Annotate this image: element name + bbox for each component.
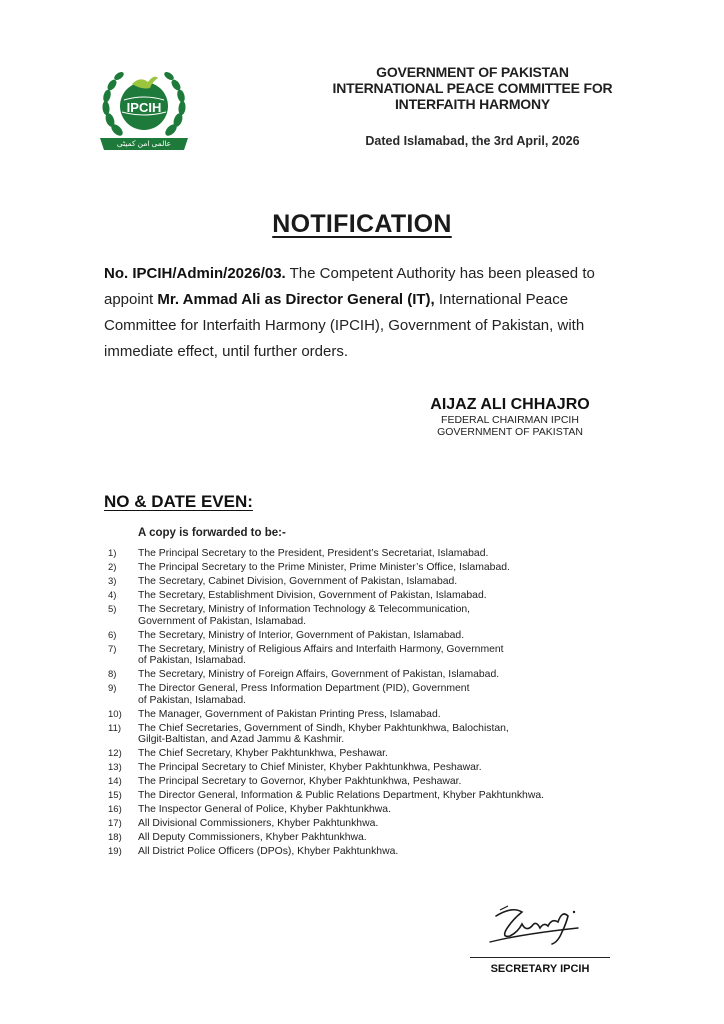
list-item xyxy=(108,644,608,667)
list-item-number: 9) xyxy=(108,683,117,695)
list-item xyxy=(108,669,608,681)
list-item-number: 19) xyxy=(108,846,122,858)
list-item-text: All District Police Officers (DPOs), Khyber Pakhtunkhwa. xyxy=(138,846,399,858)
secretary-label: SECRETARY IPCIH xyxy=(490,963,590,975)
list-item-number: 11) xyxy=(108,722,122,734)
list-item xyxy=(108,776,608,788)
list-item-number: 14) xyxy=(108,776,122,788)
list-item-text: The Director General, Press Information Department (PID), Government of Pakistan, Islamabad. xyxy=(138,683,470,706)
list-item xyxy=(108,790,608,802)
list-item-number: 8) xyxy=(108,669,117,681)
copy-forwarded-label: A copy is forwarded to be:- xyxy=(138,527,286,539)
list-item xyxy=(108,748,608,760)
list-item-number: 7) xyxy=(108,643,117,655)
list-item xyxy=(108,590,608,602)
list-item xyxy=(108,709,608,721)
list-item-text: The Principal Secretary to the President, President’s Secretariat, Islamabad. xyxy=(138,548,489,559)
letterhead-line-1: GOVERNMENT OF PAKISTAN xyxy=(376,64,569,80)
list-item xyxy=(108,723,608,746)
list-item-text: All Deputy Commissioners, Khyber Pakhtunkhwa. xyxy=(138,832,367,844)
list-item-number: 16) xyxy=(108,804,122,816)
list-item xyxy=(108,562,608,574)
list-item-text: The Secretary, Ministry of Religious Affairs and Interfaith Harmony, Government of Pakistan, Islamabad. xyxy=(138,643,504,667)
list-item xyxy=(108,762,608,774)
notification-body xyxy=(104,261,644,365)
list-item-number: 10) xyxy=(108,708,122,720)
signature-rule xyxy=(470,957,610,958)
body-part-2: International Peace Committee for Interfaith Harmony (IPCIH), Government of Pakistan, with immediate effect, until further orders. xyxy=(104,291,585,360)
list-item-text: The Manager, Government of Pakistan Printing Press, Islamabad. xyxy=(138,708,441,720)
list-item xyxy=(108,576,608,588)
list-item xyxy=(108,846,608,858)
notification-title: NOTIFICATION xyxy=(272,210,452,238)
list-item-number: 5) xyxy=(108,603,117,615)
list-item-number: 17) xyxy=(108,818,122,830)
list-item xyxy=(108,832,608,844)
list-item-number: 13) xyxy=(108,762,122,774)
handwritten-signature xyxy=(482,898,592,954)
list-item-number: 3) xyxy=(108,575,117,587)
recipient-list xyxy=(108,548,608,860)
list-item xyxy=(108,818,608,830)
list-item xyxy=(108,804,608,816)
list-item-text: All Divisional Commissioners, Khyber Pakhtunkhwa. xyxy=(138,818,379,830)
letterhead-line-2: INTERNATIONAL PEACE COMMITTEE FOR xyxy=(332,80,613,96)
list-item-text: The Secretary, Ministry of Foreign Affairs, Government of Pakistan, Islamabad. xyxy=(138,669,500,681)
list-item-text: The Secretary, Ministry of Interior, Government of Pakistan, Islamabad. xyxy=(138,629,465,641)
signature-icon xyxy=(482,898,592,954)
signatory-block xyxy=(396,396,624,438)
list-item-text: The Director General, Information & Public Relations Department, Khyber Pakhtunkhwa. xyxy=(138,790,545,802)
list-item-text: The Inspector General of Police, Khyber Pakhtunkhwa. xyxy=(138,804,391,816)
body-part-1: The Competent Authority has been pleased to appoint xyxy=(104,265,595,308)
list-item-text: The Principal Secretary to the Prime Minister, Prime Minister’s Office, Islamabad. xyxy=(138,561,510,573)
list-item-text: The Principal Secretary to Governor, Khyber Pakhtunkhwa, Peshawar. xyxy=(138,776,462,788)
list-item-number: 18) xyxy=(108,832,122,844)
signatory-designation: FEDERAL CHAIRMAN IPCIH xyxy=(441,414,579,426)
signatory-org: GOVERNMENT OF PAKISTAN xyxy=(437,426,583,438)
dated-line: Dated Islamabad, the 3rd April, 2026 xyxy=(365,134,580,148)
appointee: Mr. Ammad Ali as Director General (IT), xyxy=(157,291,435,308)
list-item xyxy=(108,604,608,627)
logo-ribbon-text: عالمی امن کمیٹی xyxy=(116,139,172,148)
list-item-number: 2) xyxy=(108,561,117,573)
ipcih-logo xyxy=(96,62,192,154)
list-item-text: The Secretary, Establishment Division, Government of Pakistan, Islamabad. xyxy=(138,589,487,601)
list-item-number: 6) xyxy=(108,629,117,641)
list-item xyxy=(108,548,608,560)
logo-text: IPCIH xyxy=(126,100,162,115)
list-item xyxy=(108,630,608,642)
no-date-even-heading: NO & DATE EVEN: xyxy=(104,492,253,511)
list-item-number: 12) xyxy=(108,748,122,760)
list-item-text: The Chief Secretary, Khyber Pakhtunkhwa, Peshawar. xyxy=(138,748,388,760)
reference-number: No. IPCIH/Admin/2026/03. xyxy=(104,265,286,282)
list-item-text: The Secretary, Ministry of Information Technology & Telecommunication, Government of Pakistan, Islamabad. xyxy=(138,603,471,627)
list-item-text: The Secretary, Cabinet Division, Government of Pakistan, Islamabad. xyxy=(138,575,458,587)
list-item-text: The Chief Secretaries, Government of Sindh, Khyber Pakhtunkhwa, Balochistan, Gilgit-Baltistan, and Azad Jammu & Kashmir. xyxy=(138,722,509,746)
list-item-number: 4) xyxy=(108,589,117,601)
list-item-text: The Principal Secretary to Chief Minister, Khyber Pakhtunkhwa, Peshawar. xyxy=(138,762,482,774)
letterhead xyxy=(300,64,645,112)
list-item xyxy=(108,683,608,706)
letterhead-line-3: INTERFAITH HARMONY xyxy=(394,96,551,112)
list-item-number: 15) xyxy=(108,790,122,802)
signatory-name: AIJAZ ALI CHHAJRO xyxy=(430,396,590,413)
list-item-number: 1) xyxy=(108,548,117,559)
